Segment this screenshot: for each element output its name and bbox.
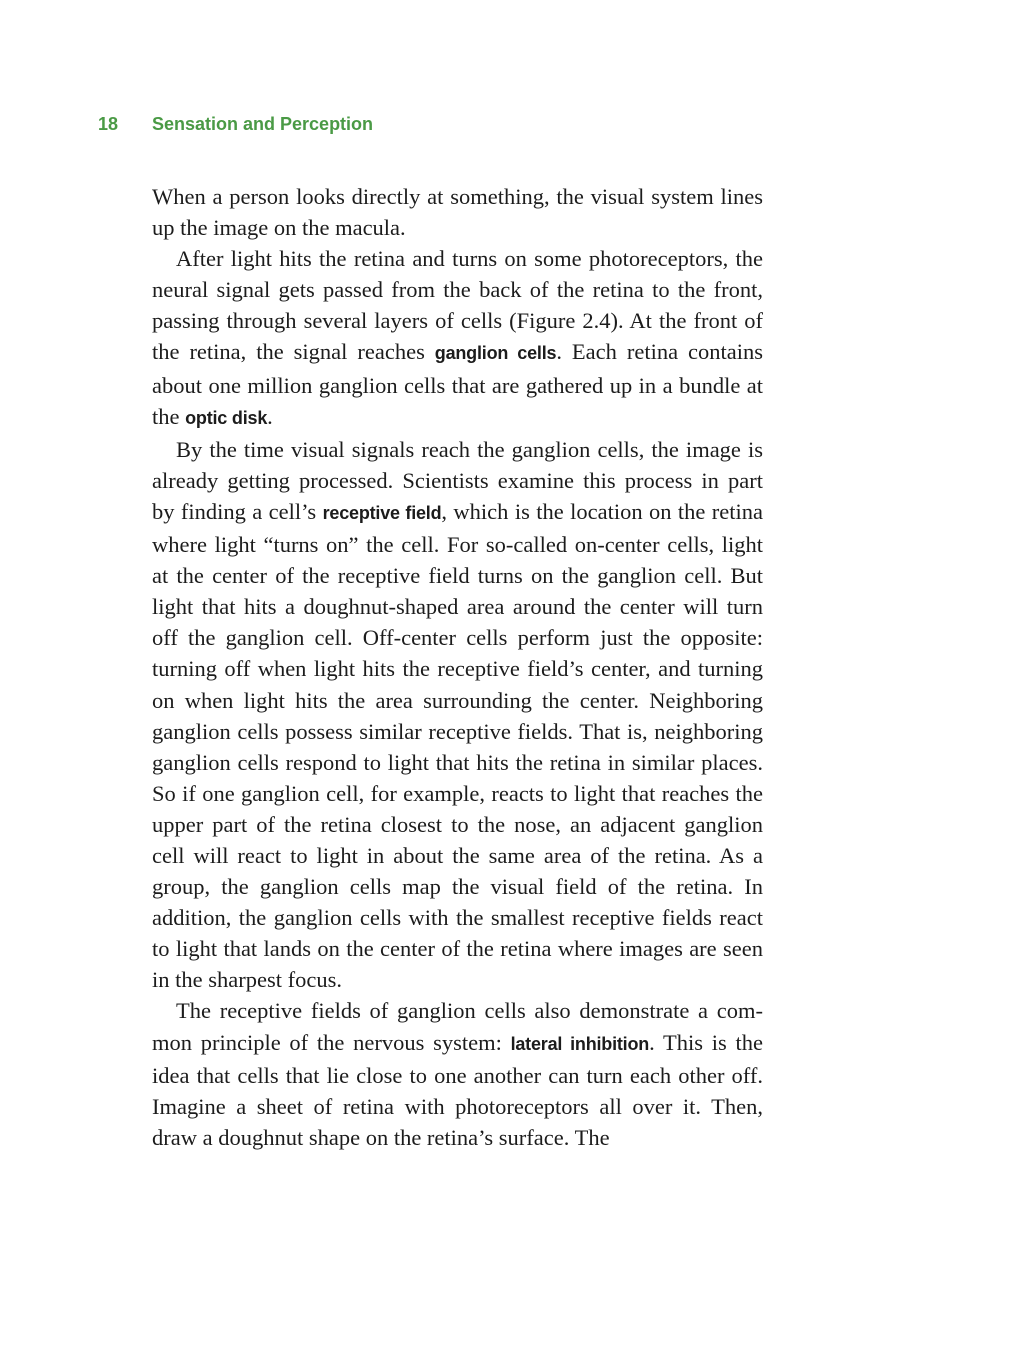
paragraph-4-text-b: . This is the idea that cells that lie close to one another can turn each other off. Imagine a sheet of retina with photoreceptors all over it. Then, draw a doughnut shape on the retina’s surface. The [152, 1029, 763, 1150]
term-receptive-field: receptive field [322, 502, 442, 523]
paragraph-1-text: When a person looks directly at something, the visual system lines up the image on the macula. [152, 184, 763, 241]
paragraph-3-text-a: By the time visual signals reach the ganglion cells, the image is already getting processed. Scientists examine this process in part by finding a cell’s [152, 436, 763, 524]
paragraph-2-text-c: . [267, 403, 273, 429]
page-number: 18 [98, 114, 119, 134]
paragraph-2 [152, 243, 763, 434]
paragraph-2-text-b: . Each retina contains about one million ganglion cells that are gathered up in a bundle at the [152, 339, 763, 429]
term-optic-disk: optic disk [185, 407, 268, 428]
term-lateral-inhibition: lateral inhibition [510, 1033, 650, 1054]
paragraph-2-text-a: After light hits the retina and turns on some photoreceptors, the neural signal gets passed from the back of the retina to the front, passing through several layers of cells (Figure 2.4). At the front of the retina, the signal reaches [152, 246, 763, 365]
paragraph-4-text-a: The receptive fields of ganglion cells also demonstrate a common principle of the nervous system: [152, 998, 763, 1055]
running-head [98, 114, 373, 135]
paragraph-3 [152, 434, 763, 996]
paragraph-3-text-b: , which is the location on the retina where light “turns on” the cell. For so-called on-center cells, light at the center of the receptive field turns on the ganglion cell. But light that hits a doughnut-shaped area around the center will turn off the ganglion cell. Off-center cells perform just the opposite: turning off when light hits the receptive field’s center, and turning on when light hits the area surrounding the center. Neighboring ganglion cells possess similar receptive fields. That is, neighboring ganglion cells respond to light that hits the retina in similar places. So if one ganglion cell, for example, reacts to light that reaches the upper part of the retina closest to the nose, an adjacent ganglion cell will react to light in about the same area of the retina. As a group, the ganglion cells map the visual field of the retina. In addition, the ganglion cells with the smallest receptive fields react to light that lands on the center of the retina where images are seen in the sharpest focus. [152, 498, 763, 993]
paragraph-4 [152, 995, 763, 1152]
term-ganglion-cells: ganglion cells [434, 343, 557, 364]
paragraph-1 [152, 181, 763, 243]
running-title: Sensation and Perception [152, 114, 374, 134]
body-text [152, 181, 763, 1153]
